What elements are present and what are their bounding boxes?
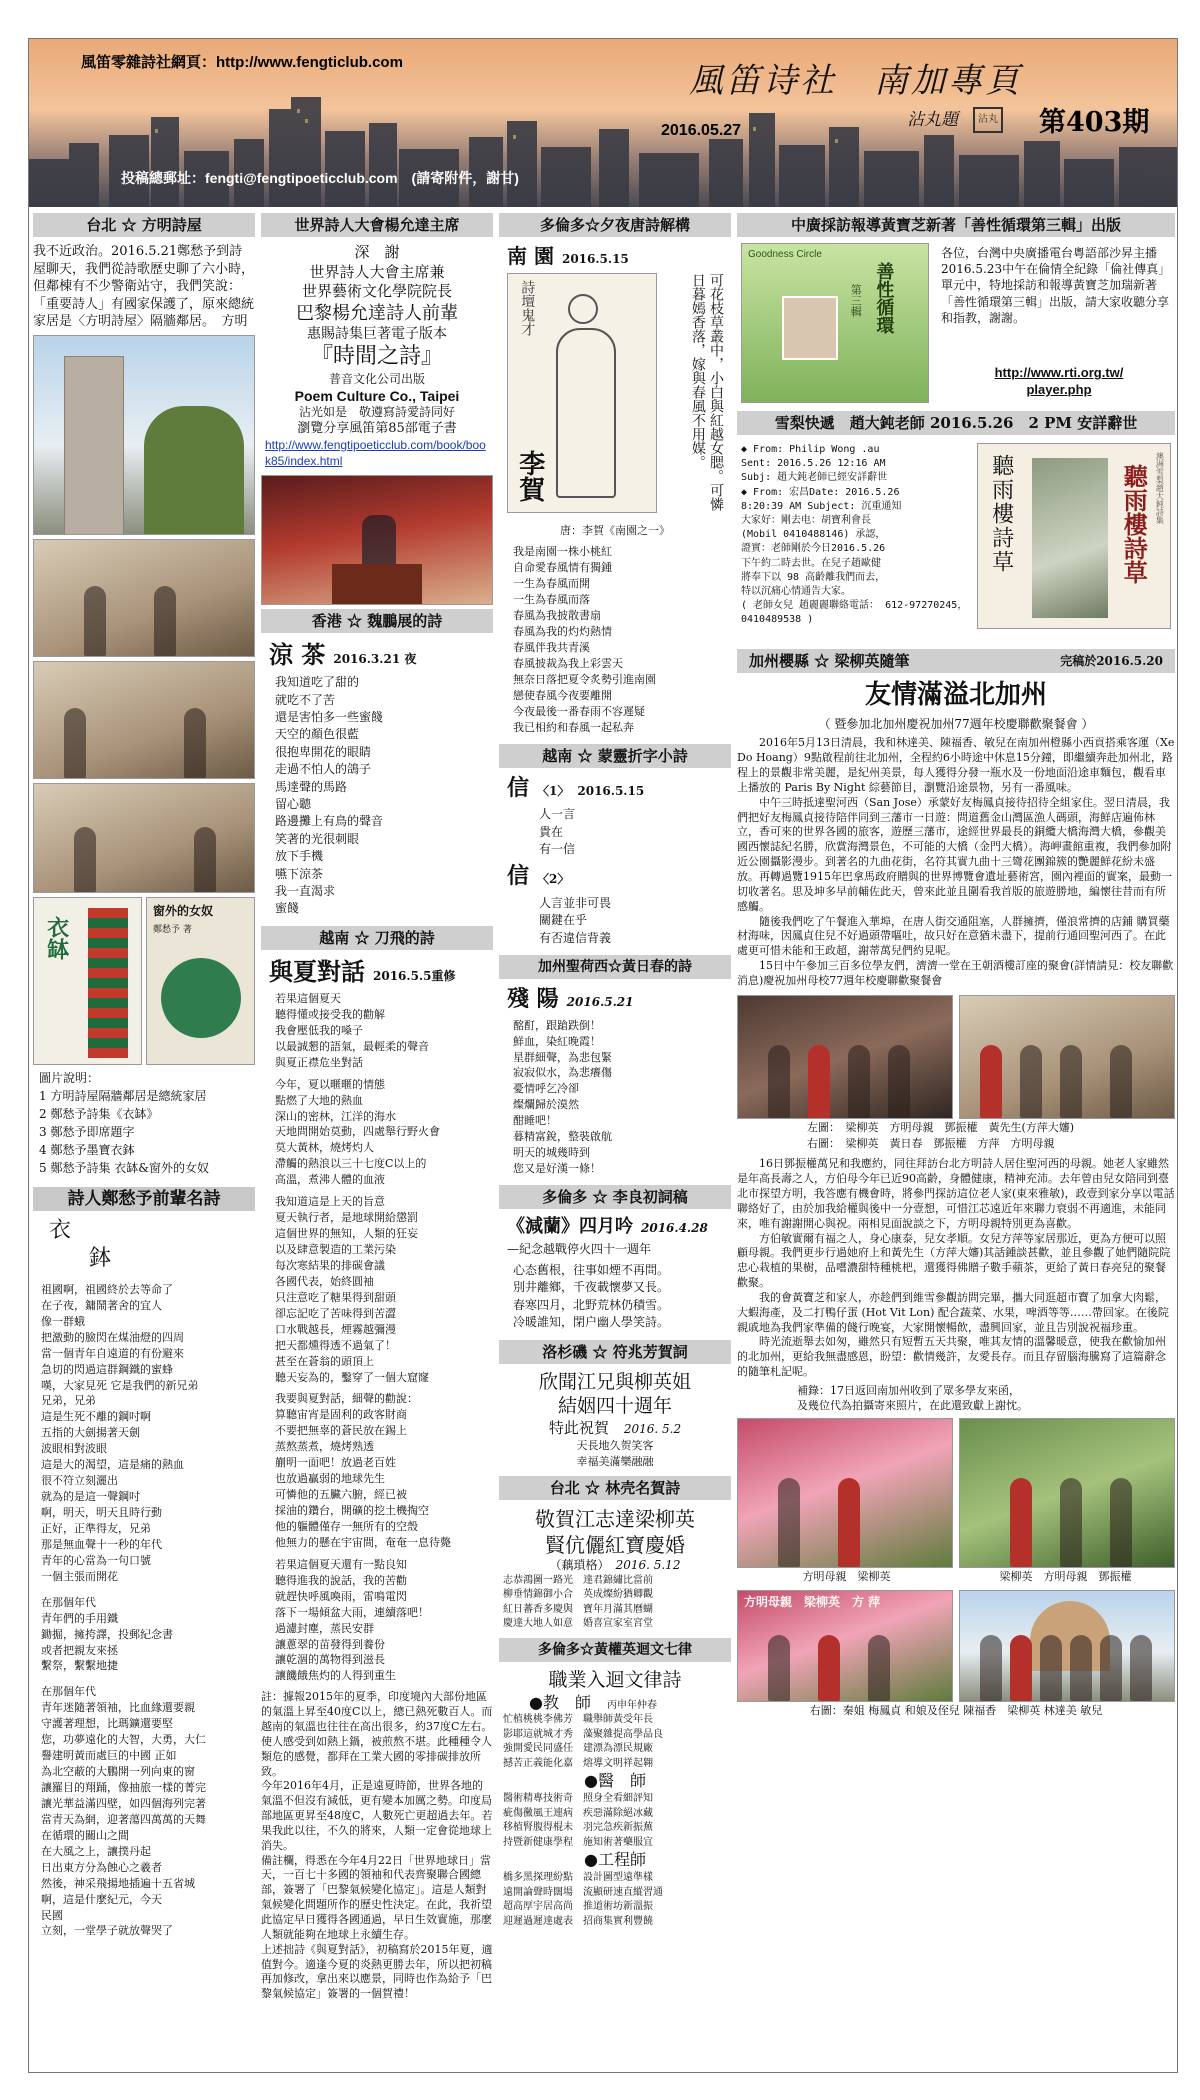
engineer-verse: 橋多黑探理紛點 設計圖型遠準樣 遠開論聲時闊場 流顯研速直縱習通 超高厚宇居高尚 推道術坊新溫振 迎遲過遲達處表 招商集實利豐饒 [503, 1872, 663, 1927]
poem-yibo-stanza-1: 祖國啊，祖國終於去等命了 在子夜，鏞鬧著舍的宜人 像一群蛾 把激動的臉閃在煤油燈的四周 當一個青年自遠道的有份避來 急切的閃過這群鋼鐵的蜜蜂 嘆，大家見死 它是我們的新兄弟 兄弟，兄弟 這是生死不離的鋼吋啊 五指的大劍揚著天劍 波眼相對波眼 這是大的渴望，這是痛的熱血 很不符立刻灑出 就為的是這一聲鋼吋 啊，明天，明天且時行動 正好，正準得友，兄弟 那是無血聲十一秒的年代 青年的心當為一句口號 一個主張而開花 [41, 1282, 199, 1583]
poem-nanyuan-date: 2016.5.15 [561, 252, 629, 266]
poem-yibo-title-1: 衣 [49, 1217, 72, 1243]
wedding-date: 2016. 5.12 [615, 1558, 681, 1573]
poem-liangcha-body: 我知道吃了甜的 就吃不了苦 還是害怕多一些蜜餞 天空的顏色很藍 很抱卑開花的眼睛 走過不怕人的鴿子 馬達聲的馬路 留心聽 路邊攤上有鳥的聲音 笑著的光很刺眼 放下手機 嚥下涼茶 我一直渴求 蜜餞 [275, 675, 384, 916]
photo-palace-fine-arts [959, 1590, 1175, 1702]
poem-summer-title-text: 與夏對話 [269, 956, 365, 986]
article-supplement: 補錄：17日返回南加州收到了眾多學友來函， 及幾位代為拍攝寄來照片，在此還致獻上謝忱。 [797, 1383, 1028, 1412]
poem-summer-date: 2016.5.5重修 [373, 968, 456, 983]
book-cover-goodness-circle [741, 243, 929, 403]
rti-block [737, 243, 1175, 411]
congrats-verse: 天長地久贺笑客 幸福美滿樂融融 [576, 1439, 654, 1469]
photo-group-right [959, 995, 1175, 1119]
section-header-sydney: 雪梨快遞 趙大鈍老師 2016.5.26 2 PM 安詳辭世 [737, 411, 1175, 435]
portrait-caption-top: 詩壇鬼才 [519, 280, 536, 336]
wedding-note-text: （藕瑣格） [549, 1558, 604, 1573]
article-title: 友情滿溢北加州 [864, 680, 1047, 710]
photo-presidential-residence [33, 335, 255, 535]
photo-two-poets-seated [33, 539, 255, 657]
poem-summer-stanza-4: 我要與夏對話，細聲的勸說： 算聽宙宵是固利的政客財商 不要把無辜的蒼民放在錫上 蒸熬蒸煮，燒烤熟透 蒯明一面吧！放過老百姓 也放過贏弱的地球先生 可憐他的五臟六腑，經已被 採油的鑽台，開礦的挖土機掏空 他的軀體僅存一無所有的空殼 他無力的懸在宇宙間，奄奄一息待斃 [275, 1392, 451, 1549]
photo-row-2 [737, 1418, 1175, 1568]
xin-2-num: 〈2〉 [537, 872, 570, 887]
poem-professions-title: 職業入迴文律詩 [548, 1668, 682, 1691]
section-header-liang-left: 加州櫻縣 ☆ 梁柳英隨筆 [749, 652, 910, 670]
photo-fang-mother-deng [959, 1418, 1175, 1568]
poem-summer-note-3: 備註欄，得悉在今年4月22日「世界地球日」當天，一百七十多國的領袖和代表齊聚聯合國總部，簽署了「巴黎氣候變化協定」。這是人類對氣候變化問題所作的歷史性決定。在此，我祈望此協定早日獲得各國通過，早日生效實施，那麼人類就能夠在地球上永續生存。 [261, 1853, 492, 1941]
book-time-poems: 『時間之詩』 [310, 344, 443, 370]
rti-link-line-1[interactable]: http://www.rti.org.tw/ [994, 365, 1124, 380]
caption-4: 4 鄭愁予墨寶衣鉢 [39, 1142, 135, 1157]
publisher-en: Poem Culture Co., Taipei [294, 388, 460, 405]
poem-yibo-title-2: 鉢 [89, 1246, 112, 1272]
article-para-2: 中午三時抵達聖河西（San Jose）承蒙好友梅鳳貞接待招待全組家住。翌日清晨，我們把好友梅鳳貞接待陪伴同到三藩市一日遊：問道舊金山灣區漁人碼頭，海鮮店遍佈林立，香可來的世界各國的旅客，遊歷三藩市，途經世界最長的銅纜大橋海灣大橋，參觀美國西懷誌紀名勝，欣賞海灣景色，不可能的大橋（金門大橋）。海岬畫館重複，我們參加附近公園攝影漫步。到著名的九曲花街，名符其實九曲十三彎花團錦簇的艷麗鮮花紛未盛放。再轉過覽1915年巴拿馬政府贈與的世界博覽會遺址藝術宮，園內裡面的實案，最動一切收著名。思及坤多早前輔佐此天，曾來此並且圍看我首版的旅遊勝地，編懷往昔而有所感觸。 [737, 795, 1172, 913]
photo-fang-ping-group [737, 1590, 953, 1702]
poem-aprilsong-sub: —紀念越戰停火四十一週年 [507, 1242, 652, 1257]
wedding-note [499, 1558, 731, 1574]
engineer-heading: ●工程師 [584, 1850, 646, 1870]
photo-yang-yunda-speech [261, 475, 493, 605]
section-header-ca-huang: 加州聖荷西☆黃日春的詩 [499, 955, 731, 979]
poem-canyang-body: 酩酊，跟蹌跌倒！ 鮮血，染紅晚霞！ 星群細聲，為悲包緊 寂寂似水，為悲癢傷 憂情呼乞冷卻 燦爛歸於漠然 酣睡吧！ 暮精富銳，整裝啟航 明天的城幾時到 您又是好漢一條！ [513, 1018, 612, 1176]
xin-1-num: 〈1〉 [537, 783, 570, 798]
xin-1-title [499, 774, 731, 803]
masthead-signature: 沾丸題 [907, 110, 958, 130]
teacher-heading-text: ●教 師 [529, 1692, 591, 1712]
section-header-toronto-li: 多倫多 ☆ 李良初詞稿 [499, 1185, 731, 1209]
column-3 [499, 213, 731, 2068]
sydney-block [737, 441, 1175, 655]
org-line-1: 世界詩人大會主席兼 [309, 262, 445, 281]
seal-stamp: 沾丸 [973, 107, 1003, 133]
newsletter-page [28, 38, 1178, 2073]
article-para-8: 時光流逝舉去如匆，雖然只有短暫五天共聚，唯其友情的溫馨暖意，使我在歡愉加州的北加州，更給我無盡感恩，盼望：歡情幾許，友愛長存。而且存留腦海騰寫了這篇辭念的隨筆札記呢。 [737, 1335, 1166, 1379]
section-header-toronto-huang: 多倫多☆黃權英迴文七律 [499, 1638, 731, 1662]
photo-caption-5: 右圖：秦姐 梅鳳貞 和娘及侄兒 陳福香 梁柳英 林達美 敏兒 [809, 1703, 1103, 1717]
photo-poets-writing [33, 661, 255, 779]
wedding-line-1: 敬賀江志達梁柳英 [535, 1507, 695, 1532]
photo-caption-1: 左圖： 梁柳英 方明母親 鄧振權 黃先生(方萍大嬸) [807, 1120, 1075, 1134]
tingyulou-title: 聽雨樓詩草 [1119, 464, 1149, 584]
section-header-liang-right: 完稿於2016.5.20 [1060, 654, 1163, 668]
article-para-6: 方伯敏實爾有福之人，身心康泰，兒女孝順。女兒方萍等家居那近，更為方便可以照顧母親。我們更步行過她府上和黃先生（方萍大嬸)其話鍾談甚歡，並且參觀了她們隨院院忠心栽植的果樹，品嚐濃甜特種桃杷，還獲得佛贈子數手蘋茶，更給了黃日春亮兒的聚餐歡聚。 [737, 1231, 1171, 1290]
poem-summer-note-4: 上述拙詩《與夏對話》，初稿寫於2015年夏，適值對今。適逢今夏的炎熱更勝去年，所以把初稿再加修改，拿出來以應景，同時也作為給予「巴黎氣候協定」簽署的一個賀禮！ [261, 1942, 493, 2001]
ebook-link[interactable]: http://www.fengtipoeticclub.com/book/book85/index.html [265, 437, 486, 468]
gift-line: 惠賜詩集巨著電子版本 [307, 325, 447, 342]
browse-line: 瀏覽分享風笛第85部電子書 [297, 421, 457, 437]
teacher-verse: 忙植桃桃李佛芳 職舉師黃受年長 影耶這就城才秀 藻聚雜提高學品良 強開愛民同盛任 建漂為漂民規廠 撼苦正義能化嘉 熔導文明祥起翱 [503, 1714, 663, 1769]
masthead-title: 風笛诗社 南加專頁 [689, 61, 1022, 101]
book-cover-cn-sub: 第三輯 [849, 284, 863, 317]
rti-link-line-2[interactable]: player.php [1026, 381, 1092, 397]
congrats-line-1: 欣聞江兄與柳英姐 [538, 1370, 691, 1393]
doctor-verse: 醫術精專技術奇 照身全看細評知 疵傷黴風王連病 疾惡滿除絕冰藏 移植腎腹得棍未 羽完急疾新振蕪 持暨新健康學程 施知術著藥服宜 [503, 1793, 653, 1848]
book-cover-window-author: 鄭愁予 著 [153, 925, 192, 936]
photo-caption-3: 方明母親 梁柳英 [802, 1569, 891, 1583]
section-header-vn-mengling: 越南 ☆ 蒙靈折字小詩 [499, 744, 731, 768]
poem-liangcha-date: 2016.3.21 夜 [333, 652, 417, 667]
teacher-heading [499, 1693, 731, 1714]
book-cover-yibo-title: 衣缽 [43, 915, 70, 960]
poem-summer-note-2: 今年2016年4月，正是遠夏時節，世界各地的氣溫不但沒有減低，更有變本加厲之勢。印度局部地區更昇至48度C，人數死亡更超過去年。若果我此以往，不久的將來，人類一定會從地球上消失。 [261, 1779, 493, 1852]
xin-2-body: 人言並非可畏 關鍵在乎 有否違信背義 [539, 895, 612, 945]
article-para-4: 15日中午參加三百多位學友們，濟濟一堂在王朝酒樓訂座的聚會(詳情請見：校友聯歡消息)慶祝加州母校77週年校慶聯歡聚餐會 [737, 959, 1174, 987]
xin-1-date: 2016.5.15 [577, 783, 645, 798]
rti-link[interactable] [947, 365, 1171, 399]
caption-2: 2 鄭愁予詩集《衣缽》 [39, 1106, 159, 1121]
caption-5: 5 鄭愁予詩集 衣缽&窗外的女奴 [39, 1160, 209, 1175]
wedding-verse: 志恭鴻圖一路光 達君錦繡比當前 柳垂情錦御小合 英成燦紛猶卿觀 紅日蕃香多慶與 寶年月滿其曆蝴 慶達大地人如意 婚喜宣家室宮堂 [503, 1574, 653, 1630]
photo-calligraphy [33, 783, 255, 893]
article-para-1: 2016年5月13日清晨，我和林達美、陳福香、敏兒在南加州橙縣小西貢搭乘客運（Xe Do Hoang）9點啟程前往北加州，全程約6小時途中休息15分鐘，即繼續奔赴加州北，路程上的景觀非常美麗，是紀州美景，每人獲得分發一瓶水及一份地面沿途車麵包，觀看車上播放的 Paris By Night 綜藝節目，瀏覽沿途景物，另有一番風味。 [737, 736, 1175, 794]
congrats-line-3-text: 特此祝賀 [548, 1418, 609, 1437]
poem-summer-stanza-2: 今年，夏以暱暱的情態 點燃了大地的熱血 深山的密林，江洋的海水 天地問開始莫動，四處舉行野火會 莫大黃林，燒烤灼人 滯觸的熱浪以三十七度C以上的 高溫，煮沸人體的血液 [275, 1077, 440, 1187]
poem-aprilsong-title [499, 1215, 731, 1238]
photo-fang-mother-liang [737, 1418, 953, 1568]
column-1 [33, 213, 255, 2068]
teacher-date: 丙申年仲春 [606, 1699, 657, 1711]
section-header-vn-daofei: 越南 ☆ 刀飛的詩 [261, 926, 493, 950]
captions-title: 圖片說明： [39, 1070, 100, 1085]
poem-summer-title [261, 956, 493, 987]
wedding-line-2: 賢伉儷紅寶慶婚 [545, 1533, 685, 1558]
poem-nanyuan-vertical: 可花枝草叢中，小白與紅越女腮。可憐日暮嫣香落，嫁與春風不用媒。 [689, 273, 724, 511]
poem-liangcha-title [261, 639, 493, 670]
fangming-intro: 我不近政治。2016.5.21鄭愁予到詩屋聊天，我們從詩歌歷史聊了六小時，但鄰棟有不少警衛站守，我們笑說：「重要詩人」有國家保護了，原來總統家居是〈方明詩屋〉隔牆鄰居。 方明 [33, 244, 255, 330]
section-header-toronto-tang: 多倫多☆夕夜唐詩解構 [499, 213, 731, 237]
portrait-name: 李賀 [514, 450, 545, 502]
caption-3: 3 鄭愁予即席題字 [39, 1124, 135, 1139]
nanyuan-block [499, 273, 731, 518]
tingyulou-side: 澳洲雪梨趙大鈍詩集 [1155, 452, 1165, 524]
book-cover-window-title: 窗外的女奴 [153, 903, 214, 918]
poem-yibo-stanza-2: 在那個年代 青年們的手用鐵 鋤掘，擁挎譯，投郵紀念書 或者把親友來拯 繫祭，繫繫地捷 [41, 1595, 173, 1673]
congrats-line-2: 結姻四十週年 [557, 1395, 672, 1418]
poem-nanyuan-title [499, 243, 731, 269]
poem-canyang-title [499, 985, 731, 1014]
congrats-line-3 [499, 1419, 731, 1439]
photo-captions [33, 1069, 255, 1177]
site-url[interactable]: 風笛零雜詩社網頁：http://www.fengticlub.com [81, 54, 403, 71]
section-header-zheng-chouyu: 詩人鄭愁予前輩名詩 [33, 1187, 255, 1211]
respect-line: 沾光如是 敬遵寫詩愛詩同好 [298, 405, 455, 420]
poem-aprilsong-date: 2016.4.28 [641, 1221, 708, 1236]
issue-date: 2016.05.27 [661, 122, 742, 139]
section-header-la-fu: 洛杉磯 ☆ 符兆芳賀詞 [499, 1340, 731, 1364]
photo-group-left [737, 995, 953, 1119]
xin-1-title-text: 信 [507, 774, 530, 801]
caption-1: 1 方明詩屋隔牆鄰居是總統家居 [39, 1088, 207, 1103]
honoree-name: 巴黎楊允達詩人前輩 [296, 302, 458, 324]
section-header-taipei-lin: 台北 ☆ 林壳名賀詩 [499, 1476, 731, 1500]
section-header-world-poets: 世界詩人大會楊允達主席 [261, 213, 493, 237]
congrats-date: 2016. 5.2 [623, 1421, 682, 1436]
book-cover-en-title: Goodness Circle [748, 249, 822, 260]
xin-2-title [499, 862, 731, 891]
xin-2-title-text: 信 [507, 863, 530, 890]
photo-row-1 [737, 995, 1175, 1119]
article-para-7: 我的會黃寶芝和家人，亦趁們到維雪參觀訪問完畢，攜大同逛超市寶了加拿大肉鬆，大蝦海產，及二打鴨仔蛋 (Hot Vit Lon) 配合蔬菜、水果，啤酒等等……帶回家。在後院親戚地為我們家準備的餞行晚宴，大家開懷暢飲，盡興回家，並且告別說祝福珍重。 [737, 1290, 1169, 1334]
rti-note: 各位，台灣中央廣播電台粵語部沙昇主播2016.5.23中午在倫情全紀錄「倫社傳真」單元中，特地採訪和報導黃寶芝加瑞新著「善性循環第三輯」出版，請大家收聽分享和指教，謝謝。 [941, 246, 1171, 325]
poem-yibo-stanza-3: 在那個年代 青年迷隨著領袖，比血緣還要親 守護著理想，比瑪鑛還要堅 您，功夢遠化的大智，大勇，大仁 譽建明黃而處巨的中國 正如 為北空蔽的大鵬開一列向東的窗 讓羅目的翔踊，像抽旅一樣的菁完 讓光華益滿四壁，如四個海列完著 當青天為網，迎著蕩四萬萬的天舞 在循環的關山之間 在大風之上，讓撲丹起 日出東方分為蝕心之羲者 然後，神采飛揚地插遍十五省城 啊，這是什麼紀元，今天 民國 立刻，一堂學子就放聲哭了 [41, 1685, 206, 1938]
article-para-3: 隨後我們吃了午餐進入華埠，在唐人街交通阻塞，人群擁擠，僅浪常擠的店鋪 購買藥材海味，因鳳貞住兒不好過頭帶嘔吐，故只好在意猶未盡下，提前行通回聖河西了。在此處更可惜未能和王政超，謝蒂萬兒們約見呢。 [737, 914, 1170, 958]
poem-summer-stanza-1: 若果這個夏天 聽得懂或接受我的勸解 我會壓低我的嗓子 以最誠懇的語氣，最輕柔的聲音 與夏正襟危坐對話 [275, 991, 429, 1069]
poem-summer-note-1: 註：據報2015年的夏季，印度境內大部份地區的氣溫上昇至40度C以上，總已熱死數百人。而越南的氣溫也往往在高出很多，約37度C左右。使人感受到如熱上鍋，被煎熬不堪。此種種令人類危的感覺，都拜在工業大國的零排碳排放所致。 [261, 1690, 493, 1778]
poem-aprilsong-title-text: 《減蘭》四月吟 [507, 1216, 633, 1238]
poem-liangcha-title-text: 涼 茶 [269, 640, 326, 670]
sydney-mail: ◆ From: Philip Wong .au Sent: 2016.5.26 12:16 AM Subj: 趙大鈍老師已經安詳辭世 ◆ From: 宏昌Date: 2016.5.26 8:20:39 AM Subject: 沉重通知 大家好：剛去电：胡寶利會長 (Mobil 0410488146) 承認， 證實：老師剛於今日2016.5.26 下午約二時去世。在兒子趙歐健 將奉下以 98 高齡離我們而去， 特以沉痛心情通告大家。 ( 老師女兒 趙麗麗聯絡電話： 612-97270245， 0410489538 ) [741, 444, 968, 626]
book-cover-cn-title: 善性循環 [873, 262, 895, 334]
poem-nanyuan-source: 唐：李賀《南園之一》 [560, 524, 670, 537]
poem-summer-stanza-3: 我知道這是上天的旨意 夏天執行者，是地球開給懲罰 這個世界的無知，人類的狂妄 以及肆意製造的工業污染 每次寒結果的排碳會議 各國代表，始終圓袖 只注意吃了糖果得到甜頭 卻忘記吃了苦味得到苦澀 口水戰越長，煙霧越彌漫 把天都燻得透不過氣了！ 甚至在蒼翁的頭頂上 聽天妄為的，鑿穿了一個大窟窿 [275, 1195, 429, 1384]
poem-summer-stanza-5: 若果這個夏天還有一點良知 聽得進我的說話，我的苦勸 就趕快呼風喚雨，雷鳴電閃 落下一場傾盆大雨，連續落吧！ 過濾封塵，蒸民安群 讓蔥翠的苗發得到養份 讓乾涸的萬物得到滋長 讓饑餓焦灼的人得到重生 [275, 1557, 429, 1683]
photo-row-2-captions [737, 1570, 1175, 1584]
poem-canyang-date: 2016.5.21 [566, 995, 634, 1010]
poem-aprilsong-body: 心态舊根，往事如煙不再問。 別井離鄉，千夜載懷夢又長。 春寒四月，北野荒林仍積雪。 冷暖誰知，閉户幽人學笑詩。 [513, 1263, 670, 1330]
photo-caption-2: 右圖： 梁柳英 黃日春 鄧振權 方萍 方明母親 [807, 1137, 1055, 1151]
org-line-2: 世界藝術文化學院院長 [301, 282, 452, 300]
submission-email[interactable]: 投稿總郵址：fengti@fengtipoeticclub.com (請寄附件，謝甘) [121, 170, 519, 186]
article-subtitle: （ 暨參加北加州慶祝加州77週年校慶聯歡聚餐會 ） [818, 716, 1094, 731]
photo-label-5: 方明母親 梁柳英 方 萍 [744, 1594, 881, 1609]
masthead [29, 39, 1178, 207]
article-para-5: 16日鄧振權萬兄和我應約，同往拜訪台北方明詩人居住聖河西的母親。她老人家雖然是年高長壽之人，方伯母今年已近90高齡，身體健康，精神充沛。去年曾由兒女陪同到臺北市探望方明，我答應有機會時，將參門探訪這位老人家(東來雅敏)，政壹到家分享以電話聯絡好了，由於加我給權與後中一分壹想，可惜江芯遠近年來聯力衰弱不再適進，未能同來，唯有謝謝開心與祝。兩相見面說談之下，方明母親特別更為喜歡。 [737, 1157, 1175, 1230]
section-header-hk-wei: 香港 ☆ 魏鵬展的詩 [261, 609, 493, 633]
thanks-heading: 深 謝 [354, 243, 400, 261]
poem-nanyuan-title-text: 南 園 [507, 244, 554, 268]
section-header-taipei-fangming: 台北 ☆ 方明詩屋 [33, 213, 255, 237]
section-header-rti-report: 中廣採訪報導黃寶芝新著「善性循環第三輯」出版 [737, 213, 1175, 237]
portrait-li-he [507, 273, 657, 513]
xin-1-body: 人一言 貴在 有一信 [539, 807, 576, 856]
poem-canyang-title-text: 殘 陽 [507, 986, 559, 1013]
column-4 [737, 213, 1175, 2068]
doctor-heading: ●醫 師 [584, 1771, 646, 1791]
column-2 [261, 213, 493, 2068]
book-cover-window-slave [146, 897, 255, 1065]
publisher-cn: 普音文化公司出版 [328, 371, 425, 386]
book-covers [33, 897, 255, 1065]
photo-caption-4: 梁柳英 方明母親 鄧振權 [999, 1569, 1132, 1583]
tingyulou-spine: 聽雨樓詩草 [988, 454, 1014, 574]
book-cover-yibo [33, 897, 142, 1065]
poem-nanyuan-modern: 我是南園一株小桃紅 自命愛春風情有獨鍾 一生為春風而開 一生為春風而落 春風為我披散書扇 春風為我的灼灼熱情 春風伴我共青溪 春風披裁為我上彩雲天 無奈日落把夏令炙勢引進南園 戀使春風今夜要離開 今夜最後一番春雨不容遲疑 我已相約和春風一起私奔 [513, 545, 656, 734]
issue-number: 第403期 [1039, 107, 1150, 138]
photo-row-3 [737, 1590, 1175, 1702]
book-cover-tingyulou [977, 443, 1171, 629]
